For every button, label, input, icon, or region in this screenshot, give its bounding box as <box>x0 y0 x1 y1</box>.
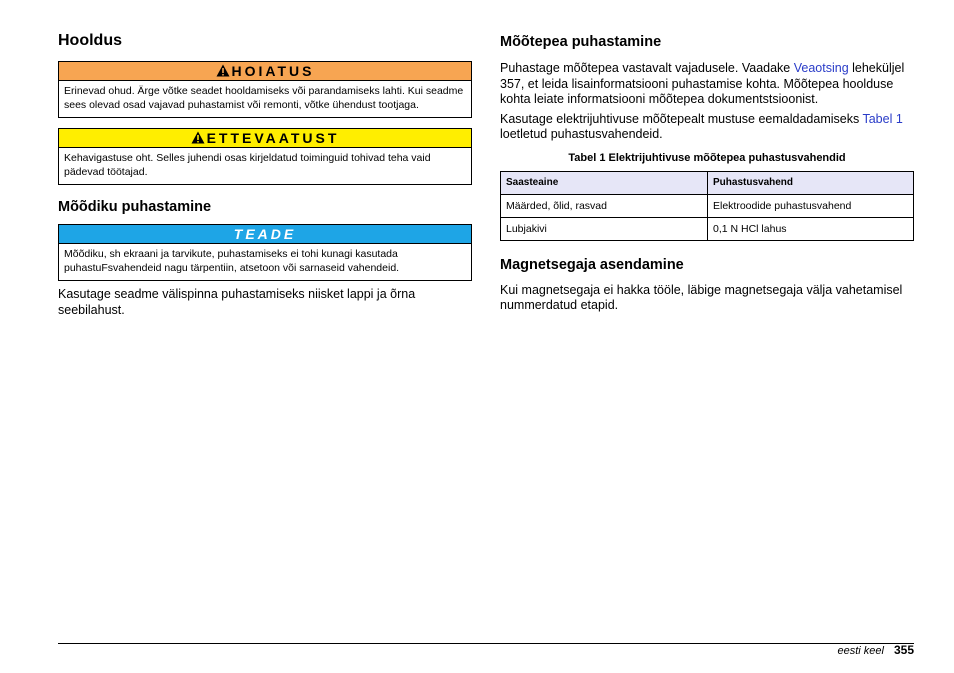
table-header-contaminant: Saasteaine <box>501 171 708 194</box>
warning-text: Erinevad ohud. Ärge võtke seadet hooldamiseks või parandamiseks lahti. Kui seadme sees olevad osad vajavad puhastamist või remonti, võtke ühendust tootjaga. <box>64 85 464 111</box>
table-cell: Lubjakivi <box>501 217 708 240</box>
caution-text: Kehavigastuse oht. Selles juhendi osas kirjeldatud toiminguid tohivad teha vaid pädevad töötajad. <box>64 152 431 178</box>
table-1-link[interactable]: Tabel 1 <box>862 111 903 126</box>
table-cell: Elektroodide puhastusvahend <box>708 194 914 217</box>
troubleshooting-link[interactable]: Veaotsing <box>793 61 849 75</box>
notice-header <box>59 225 471 244</box>
conductivity-paragraph <box>500 112 914 143</box>
table-cell: 0,1 N HCl lahus <box>708 217 914 240</box>
section-title-probe-cleaning: Mõõtepea puhastamine <box>500 34 662 50</box>
caution-triangle-icon <box>191 131 205 144</box>
notice-label: TEADE <box>233 226 297 242</box>
p1-text-end: leheküljel 357, et leida lisainformatsiooni puhastamise kohta. Mõõtepea hoolduse kohta leiate informatsiooni mõõtepea dokumentstsioonist. <box>500 61 905 106</box>
caution-box <box>58 128 472 185</box>
table-row <box>501 217 914 240</box>
caution-header <box>59 129 471 148</box>
table-header-row <box>501 171 914 194</box>
footer-rule <box>58 643 914 644</box>
section-title-meter-cleaning: Mõõdiku puhastamine <box>58 199 212 215</box>
warning-label: HOIATUS <box>231 63 315 79</box>
page-title: Hooldus <box>58 32 122 49</box>
warning-box <box>58 61 472 118</box>
p2-text-start: Kasutage elektrijuhtivuse mõõtepealt mustuse eemaldadamiseks <box>500 111 863 126</box>
stirrer-paragraph: Kui magnetsegaja ei hakka tööle, läbige magnetsegaja välja vahetamisel nummerdatud etapid. <box>500 282 903 312</box>
page-number: 355 <box>893 643 914 657</box>
left-column <box>58 30 472 318</box>
p1-text-start: Puhastage mõõtepea vastavalt vajadusele. Vaadake <box>500 61 794 75</box>
warning-triangle-icon <box>216 64 230 77</box>
footer <box>837 643 914 658</box>
section-title-stirrer-replacement: Magnetsegaja asendamine <box>500 256 684 273</box>
warning-header <box>59 62 471 81</box>
notice-box <box>58 224 472 281</box>
table-header-cleaning-agent: Puhastusvahend <box>708 171 914 194</box>
table-caption: Tabel 1 Elektrijuhtivuse mõõtepea puhastusvahendid <box>568 151 846 164</box>
notice-text: Mõõdiku, sh ekraani ja tarvikute, puhastamiseks ei tohi kunagi kasutada puhastuFsvahendeid nagu tärpentiin, atsetoon või sarnaseid vahendeid. <box>64 248 400 274</box>
footer-language: eesti keel <box>837 645 884 657</box>
caution-label: ETTEVAATUST <box>206 130 340 146</box>
meter-cleaning-paragraph: Kasutage seadme välispinna puhastamiseks niisket lappi ja õrna seebilahust. <box>58 287 416 317</box>
probe-cleaning-paragraph <box>500 61 914 108</box>
p2-text-end: loetletud puhastusvahendeid. <box>500 127 663 141</box>
right-column <box>500 30 914 314</box>
cleaning-agents-table <box>500 171 914 241</box>
table-row <box>501 194 914 217</box>
table-cell: Määrded, õlid, rasvad <box>501 194 708 217</box>
